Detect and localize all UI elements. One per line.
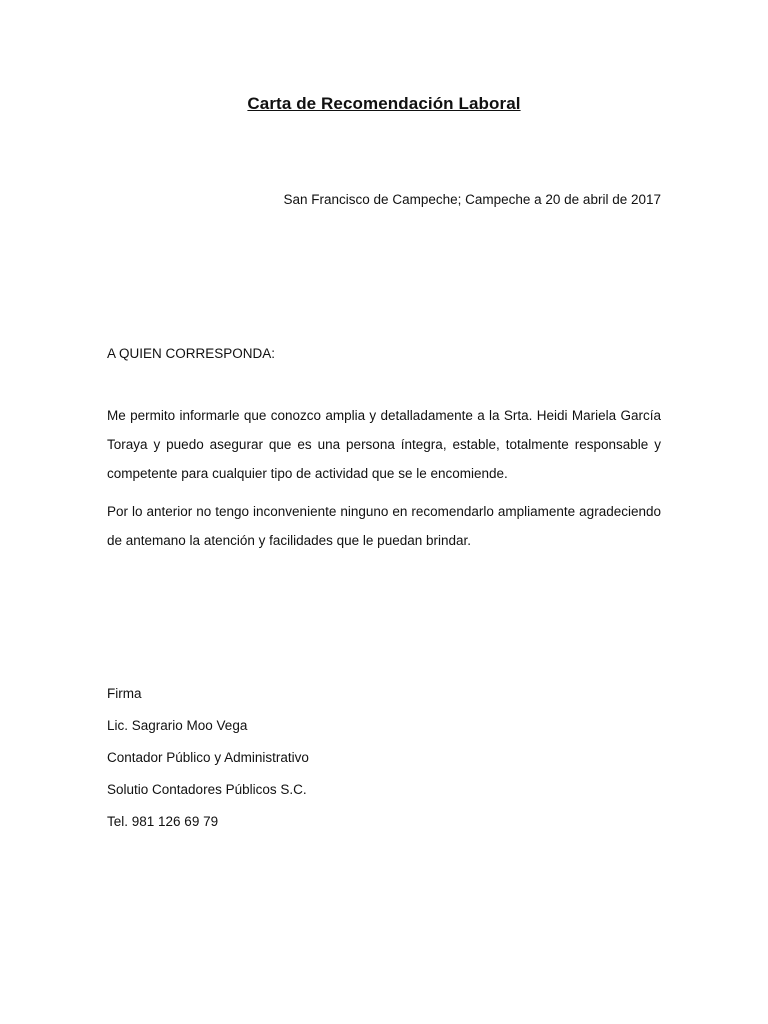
signature-block: [107, 685, 309, 845]
place-date-line: San Francisco de Campeche; Campeche a 20 de abril de 2017: [283, 192, 661, 207]
letter-title: Carta de Recomendación Laboral: [247, 94, 521, 113]
signer-company: Solutio Contadores Públicos S.C.: [107, 782, 307, 797]
signer-name: Lic. Sagrario Moo Vega: [107, 718, 248, 733]
salutation: A QUIEN CORRESPONDA:: [107, 346, 276, 361]
signer-phone: Tel. 981 126 69 79: [107, 814, 219, 829]
body-paragraph-1: Me permito informarle que conozco amplia y detalladamente a la Srta. Heidi Mariela García Toraya y puedo asegurar que es una persona íntegra, estable, totalmente responsable y competente para cualquier tipo de actividad que se le encomiende.: [107, 408, 661, 481]
body-paragraph-2: Por lo anterior no tengo inconveniente ninguno en recomendarlo ampliamente agradeciendo de antemano la atención y facilidades que le puedan brindar.: [107, 504, 661, 548]
signature-label: Firma: [107, 686, 142, 701]
signer-position: Contador Público y Administrativo: [107, 750, 309, 765]
